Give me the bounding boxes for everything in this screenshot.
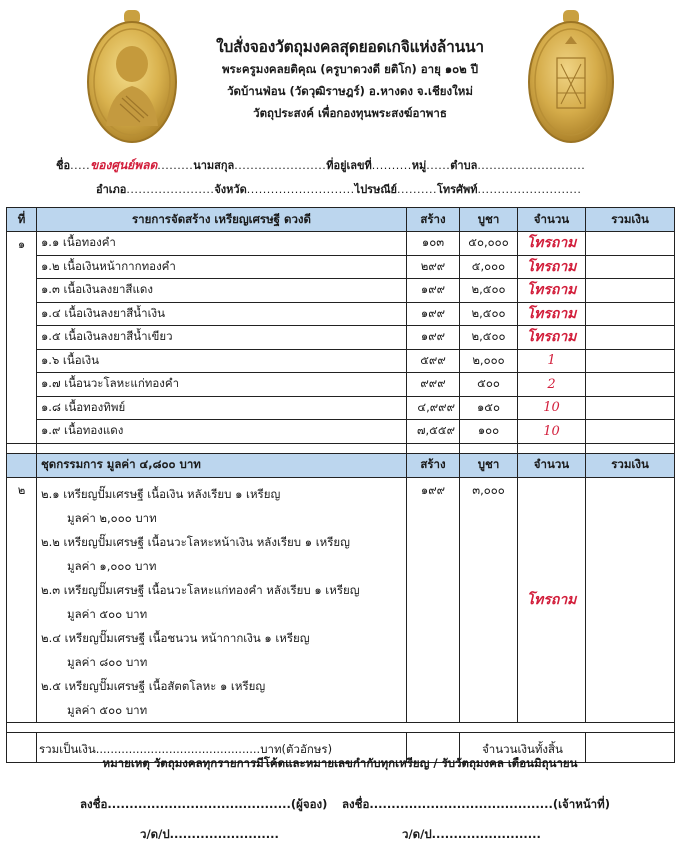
item-name: ๑.๔ เนื้อเงินลงยาสีน้ำเงิน [37, 302, 407, 326]
table-row [7, 255, 675, 279]
header-made: สร้าง [407, 208, 460, 232]
set-items [37, 477, 407, 722]
item-name: ๑.๓ เนื้อเงินลงยาสีแดง [37, 279, 407, 303]
officer-label: (เจ้าหน้าที่) [552, 797, 610, 811]
header-no: ที่ [7, 208, 37, 232]
item-sum[interactable] [586, 349, 675, 373]
phone-field[interactable]: .......................... [477, 183, 582, 196]
address-field[interactable]: .......... [371, 159, 412, 172]
spacer-row [7, 722, 675, 732]
header-sum: รวมเงิน [586, 208, 675, 232]
item-qty[interactable]: 10 [518, 420, 586, 444]
table-row [7, 396, 675, 420]
item-name: ๑.๗ เนื้อนวะโลหะแก่ทองคำ [37, 373, 407, 397]
temple-name: วัดบ้านฟ่อน (วัดวุฒิราษฎร์) อ.หางดง จ.เชียงใหม่ [227, 84, 473, 98]
item-price: ๒,๕๐๐ [460, 302, 518, 326]
set-row [7, 477, 675, 722]
sign-label: ลงชื่อ [80, 797, 108, 811]
table-row [7, 279, 675, 303]
table-row [7, 232, 675, 256]
sign-label: ลงชื่อ [342, 797, 370, 811]
item-made: ๑๙๙ [407, 326, 460, 350]
item-made: ๑๐๓ [407, 232, 460, 256]
table-header-row [7, 208, 675, 232]
header-item: รายการจัดสร้าง เหรียญเศรษฐี ดวงดี [37, 208, 407, 232]
item-price: ๕,๐๐๐ [460, 255, 518, 279]
item-name: ๑.๘ เนื้อทองทิพย์ [37, 396, 407, 420]
date-label: ว/ด/ป [140, 827, 170, 841]
item-sum[interactable] [586, 396, 675, 420]
document-header [180, 36, 520, 124]
set-header-row [7, 453, 675, 477]
set-item-value: มูลค่า ๕๐๐ บาท [67, 702, 148, 717]
set-item-value: มูลค่า ๑,๐๐๐ บาท [67, 558, 157, 573]
set-header-item: ชุดกรรมการ มูลค่า ๔,๘๐๐ บาท [37, 453, 407, 477]
set-item-name: ๒.๑ เหรียญปั๊มเศรษฐี เนื้อเงิน หลังเรียบ ๑ เหรียญ [41, 486, 281, 501]
set-number: ๒ [7, 477, 37, 722]
item-qty[interactable]: 2 [518, 373, 586, 397]
item-name: ๑.๙ เนื้อทองแดง [37, 420, 407, 444]
postal-field[interactable]: .......... [396, 183, 437, 196]
item-sum[interactable] [586, 232, 675, 256]
item-price: ๕๐๐ [460, 373, 518, 397]
item-sum[interactable] [586, 373, 675, 397]
address-label: ที่อยู่เลขที่ [326, 159, 372, 172]
order-table [6, 207, 675, 763]
amphoe-label: อำเภอ [96, 183, 127, 196]
officer-date[interactable]: ว/ด/ป......................... [402, 827, 541, 841]
item-made: ๙๙๙ [407, 373, 460, 397]
set-item-name: ๒.๔ เหรียญปั๊มเศรษฐี เนื้อชนวน หน้ากากเงิน ๑ เหรียญ [41, 630, 310, 645]
item-qty[interactable]: โทรถาม [518, 326, 586, 350]
item-sum[interactable] [586, 255, 675, 279]
note-text: หมายเหตุ วัตถุมงคลทุกรายการมีโค้ดและหมายเลขกำกับทุกเหรียญ / รับวัตถุมงคล เดือนมิถุนายน [102, 756, 578, 770]
item-name: ๑.๒ เนื้อเงินหน้ากากทองคำ [37, 255, 407, 279]
spacer-row [7, 443, 675, 453]
postal-label: ไปรษณีย์ [354, 183, 397, 196]
item-price: ๑๕๐ [460, 396, 518, 420]
item-sum[interactable] [586, 279, 675, 303]
table-row [7, 302, 675, 326]
table-row [7, 420, 675, 444]
set-item-value: มูลค่า ๘๐๐ บาท [67, 654, 148, 669]
set-item-name: ๒.๒ เหรียญปั๊มเศรษฐี เนื้อนวะโลหะหน้าเงิน หลังเรียบ ๑ เหรียญ [41, 534, 350, 549]
tambon-field[interactable]: ........................... [477, 159, 586, 172]
item-sum[interactable] [586, 302, 675, 326]
item-name: ๑.๕ เนื้อเงินลงยาสีน้ำเขียว [37, 326, 407, 350]
item-name: ๑.๑ เนื้อทองคำ [37, 232, 407, 256]
item-price: ๒,๕๐๐ [460, 279, 518, 303]
set-price: ๓,๐๐๐ [460, 477, 518, 722]
item-made: ๔,๙๙๙ [407, 396, 460, 420]
province-label: จังหวัด [214, 183, 247, 196]
item-qty[interactable]: 10 [518, 396, 586, 420]
set-item-name: ๒.๓ เหรียญปั๊มเศรษฐี เนื้อนวะโลหะแก่ทองคำ หลังเรียบ ๑ เหรียญ [41, 582, 360, 597]
booker-label: (ผู้จอง) [290, 797, 328, 811]
grand-total-label: จำนวนเงินทั้งสิ้น [460, 732, 586, 762]
item-made: ๗,๕๕๙ [407, 420, 460, 444]
officer-signature[interactable]: ลงชื่อ..........................................(เจ้าหน้าที่) [342, 797, 610, 811]
item-price: ๒,๐๐๐ [460, 349, 518, 373]
item-qty[interactable]: โทรถาม [518, 279, 586, 303]
moo-label: หมู่ [411, 159, 427, 172]
item-price: ๒,๕๐๐ [460, 326, 518, 350]
set-header-qty: จำนวน [518, 453, 586, 477]
tambon-label: ตำบล [450, 159, 478, 172]
booker-signature[interactable]: ลงชื่อ..........................................(ผู้จอง) [80, 797, 328, 811]
purpose: วัตถุประสงค์ เพื่อกองทุนพระสงฆ์อาพาธ [253, 106, 447, 120]
medal-back-image [527, 8, 615, 144]
set-item-value: มูลค่า ๕๐๐ บาท [67, 606, 148, 621]
item-made: ๒๙๙ [407, 255, 460, 279]
header-price: บูชา [460, 208, 518, 232]
item-qty[interactable]: โทรถาม [518, 255, 586, 279]
phone-label: โทรศัพท์ [436, 183, 478, 196]
item-qty[interactable]: โทรถาม [518, 302, 586, 326]
info-line-1: ชื่อ.....ของศูนย์พลด.........นามสกุล.......................ที่อยู่เลขที่..........หมู่......ตำบล........................... [56, 158, 586, 172]
set-qty[interactable]: โทรถาม [518, 477, 586, 722]
province-field[interactable]: ........................... [246, 183, 355, 196]
amphoe-field[interactable]: ...................... [126, 183, 215, 196]
total-words[interactable]: รวมเป็นเงิน.............................................บาท(ตัวอักษร) [37, 732, 407, 762]
total-words-suffix: บาท(ตัวอักษร) [260, 741, 333, 756]
item-price: ๕๐,๐๐๐ [460, 232, 518, 256]
set-item-name: ๒.๕ เหรียญปั๊มเศรษฐี เนื้อสัตตโลหะ ๑ เหรียญ [41, 678, 266, 693]
info-line-2 [96, 180, 581, 198]
name-field[interactable]: ของศูนย์พลด [90, 158, 158, 172]
set-header-price: บูชา [460, 453, 518, 477]
surname-field[interactable]: ....................... [234, 159, 327, 172]
monk-name: พระครูมงคลยติคุณ (ครูบาดวงดี ยติโก) อายุ ๑๐๒ ปี [221, 62, 479, 76]
surname-label: นามสกุล [193, 159, 235, 172]
moo-field[interactable]: ...... [426, 159, 451, 172]
total-words-label: รวมเป็นเงิน [39, 741, 96, 756]
table-row [7, 349, 675, 373]
item-made: ๑๙๙ [407, 279, 460, 303]
item-qty[interactable]: โทรถาม [518, 232, 586, 256]
booker-date[interactable]: ว/ด/ป......................... [140, 827, 279, 841]
set-item-value: มูลค่า ๒,๐๐๐ บาท [67, 510, 157, 525]
medal-front-image [86, 8, 178, 144]
table-row [7, 326, 675, 350]
date-label: ว/ด/ป [402, 827, 432, 841]
document-title: ใบสั่งจองวัตถุมงคลสุดยอดเกจิแห่งล้านนา [216, 38, 484, 56]
item-sum[interactable] [586, 420, 675, 444]
set-made: ๑๙๙ [407, 477, 460, 722]
item-qty[interactable]: 1 [518, 349, 586, 373]
set-header-made: สร้าง [407, 453, 460, 477]
item-made: ๑๙๙ [407, 302, 460, 326]
table-row [7, 373, 675, 397]
header-qty: จำนวน [518, 208, 586, 232]
item-made: ๕๙๙ [407, 349, 460, 373]
name-label: ชื่อ [56, 159, 71, 172]
set-header-sum: รวมเงิน [586, 453, 675, 477]
item-sum[interactable] [586, 326, 675, 350]
group-number: ๑ [7, 232, 37, 444]
item-price: ๑๐๐ [460, 420, 518, 444]
set-sum[interactable] [586, 477, 675, 722]
item-name: ๑.๖ เนื้อเงิน [37, 349, 407, 373]
